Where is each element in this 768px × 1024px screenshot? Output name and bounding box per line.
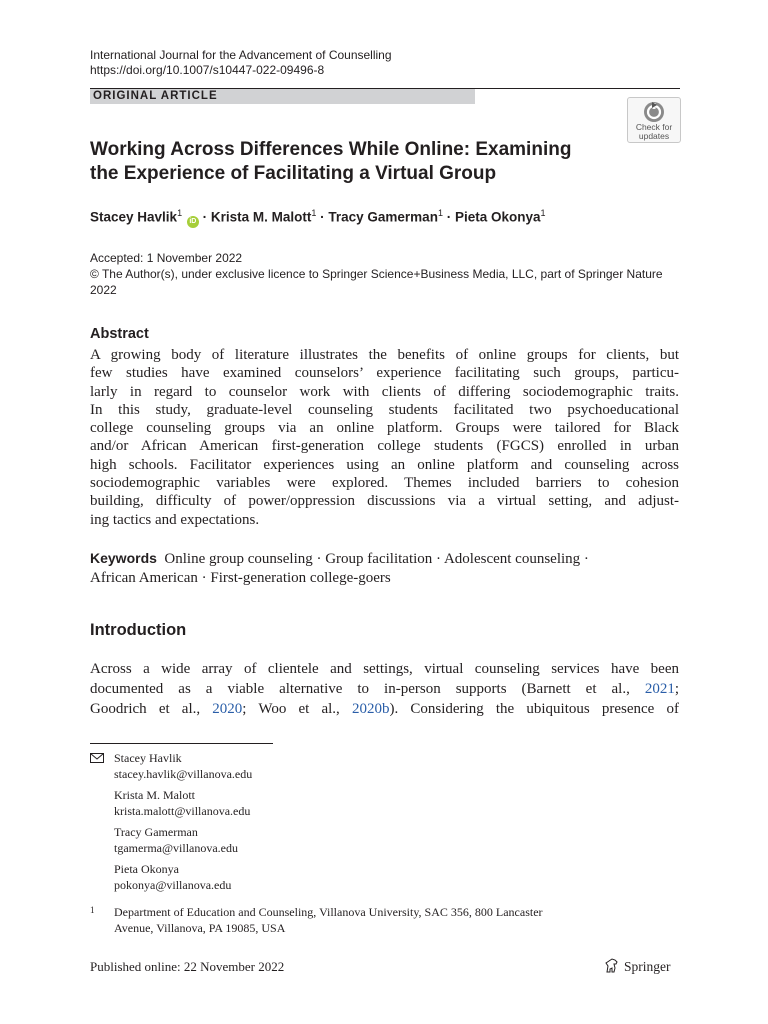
- abstract-line: larly in regard to counselor work with clients of differing sociodemographic traits.: [90, 383, 679, 400]
- intro-text: documented as a viable alternative to in-person supports (Barnett et al.,: [90, 681, 645, 697]
- author-name: Stacey Havlik: [90, 209, 178, 225]
- citation-link[interactable]: 2021: [644, 681, 675, 697]
- title-line2: the Experience of Facilitating a Virtual Group: [90, 163, 497, 184]
- keywords-block: [90, 549, 679, 588]
- check-for-updates-badge[interactable]: [627, 97, 681, 143]
- journal-header: [90, 48, 392, 78]
- contact-name: Krista M. Malott: [114, 788, 195, 802]
- footnote-rule: [90, 743, 273, 744]
- journal-doi[interactable]: https://doi.org/10.1007/s10447-022-09496-8: [90, 63, 325, 77]
- intro-text: Goodrich et al.,: [90, 701, 213, 717]
- abstract-line: ing tactics and expectations.: [90, 511, 260, 528]
- check-for-updates-icon: [643, 101, 665, 123]
- envelope-icon: [90, 753, 104, 763]
- introduction-heading: Introduction: [90, 621, 187, 639]
- publisher-logo[interactable]: [604, 958, 671, 975]
- license-line2: 2022: [90, 283, 117, 297]
- contact-entry: [90, 862, 252, 893]
- abstract-line: A growing body of literature illustrates the benefits of online groups for clients, but: [90, 347, 679, 363]
- contact-email[interactable]: tgamerma@villanova.edu: [114, 840, 239, 855]
- intro-text: ;: [674, 681, 679, 697]
- contact-name: Stacey Havlik: [114, 751, 182, 765]
- keywords-line1: Online group counseling · Group facilitation · Adolescent counseling ·: [164, 551, 589, 567]
- accepted-date: Accepted: 1 November 2022: [90, 251, 243, 265]
- keywords-label: Keywords: [90, 550, 157, 566]
- contact-name: Tracy Gamerman: [114, 825, 198, 839]
- intro-line3: [90, 699, 679, 719]
- abstract-heading: Abstract: [90, 326, 149, 342]
- abstract-line: In this study, graduate-level counseling students facilitated two psychoeducational: [90, 401, 679, 418]
- journal-name: International Journal for the Advancement of Counselling: [90, 48, 392, 62]
- introduction-body: [90, 659, 679, 719]
- abstract-line: few studies have examined counselors’ experience facilitating such groups, particu-: [90, 365, 679, 382]
- abstract-line: and/or African American first-generation college students (FGCS) enrolled in urban: [90, 438, 679, 455]
- author-affiliation-mark: 1: [177, 208, 183, 218]
- author-contacts: [90, 751, 252, 899]
- published-date: Published online: 22 November 2022: [90, 959, 285, 974]
- abstract-line: sociodemographic variables were explored. Themes included barriers to cohesion: [90, 475, 679, 492]
- intro-text: ). Considering the ubiquitous presence of: [389, 701, 679, 717]
- contact-entry: [90, 751, 252, 782]
- author-affiliation-mark: 1: [540, 208, 546, 218]
- citation-link[interactable]: 2020: [212, 701, 243, 717]
- affiliation-line2: Avenue, Villanova, PA 19085, USA: [114, 920, 286, 935]
- contact-entry: [90, 788, 252, 819]
- author-separator: ·: [198, 209, 211, 225]
- affiliation-text: [114, 905, 543, 936]
- contact-email[interactable]: krista.malott@villanova.edu: [114, 803, 251, 818]
- abstract-line: high schools. Facilitator experiences using an online platform and counseling across: [90, 456, 679, 473]
- author-list: [90, 208, 546, 228]
- author-separator: ·: [316, 209, 329, 225]
- badge-line1: Check for: [635, 122, 673, 132]
- abstract-line: college counseling groups via an online platform. Groups were tailored for Black: [90, 420, 679, 437]
- springer-horse-icon: [604, 958, 620, 974]
- author-name: Pieta Okonya: [454, 209, 541, 225]
- affiliation-line1: Department of Education and Counseling, Villanova University, SAC 356, 800 Lancaster: [114, 905, 543, 919]
- citation-link[interactable]: 2020b: [351, 701, 390, 717]
- contact-email[interactable]: pokonya@villanova.edu: [114, 877, 232, 892]
- author-affiliation-mark: 1: [437, 208, 443, 218]
- intro-line1: Across a wide array of clientele and settings, virtual counseling services have been: [90, 661, 679, 677]
- contact-name: Pieta Okonya: [114, 862, 179, 876]
- abstract-line: building, difficulty of power/oppression discussions via a virtual setting, and adjust-: [90, 493, 679, 510]
- author-affiliation-mark: 1: [311, 208, 317, 218]
- title-line1: Working Across Differences While Online: Examining: [90, 139, 572, 160]
- article-title: [90, 138, 610, 186]
- author-separator: ·: [442, 209, 455, 225]
- contact-entry: [90, 825, 252, 856]
- intro-text: ; Woo et al.,: [242, 701, 352, 717]
- affiliation-number: 1: [90, 905, 95, 915]
- author-name: Krista M. Malott: [210, 209, 312, 225]
- article-dates: [90, 250, 663, 298]
- author-name: Tracy Gamerman: [328, 209, 438, 225]
- article-type-label: ORIGINAL ARTICLE: [90, 89, 475, 104]
- intro-line2: [90, 679, 679, 699]
- keywords-line2: African American · First-generation college-goers: [90, 570, 391, 586]
- license-line1: © The Author(s), under exclusive licence to Springer Science+Business Media, LLC, part of Springer Nature: [90, 267, 663, 281]
- abstract-body: [90, 346, 679, 529]
- badge-line2: updates: [638, 131, 670, 141]
- contact-email[interactable]: stacey.havlik@villanova.edu: [114, 766, 253, 781]
- publisher-name: Springer: [624, 959, 671, 974]
- orcid-icon[interactable]: iD: [187, 216, 199, 228]
